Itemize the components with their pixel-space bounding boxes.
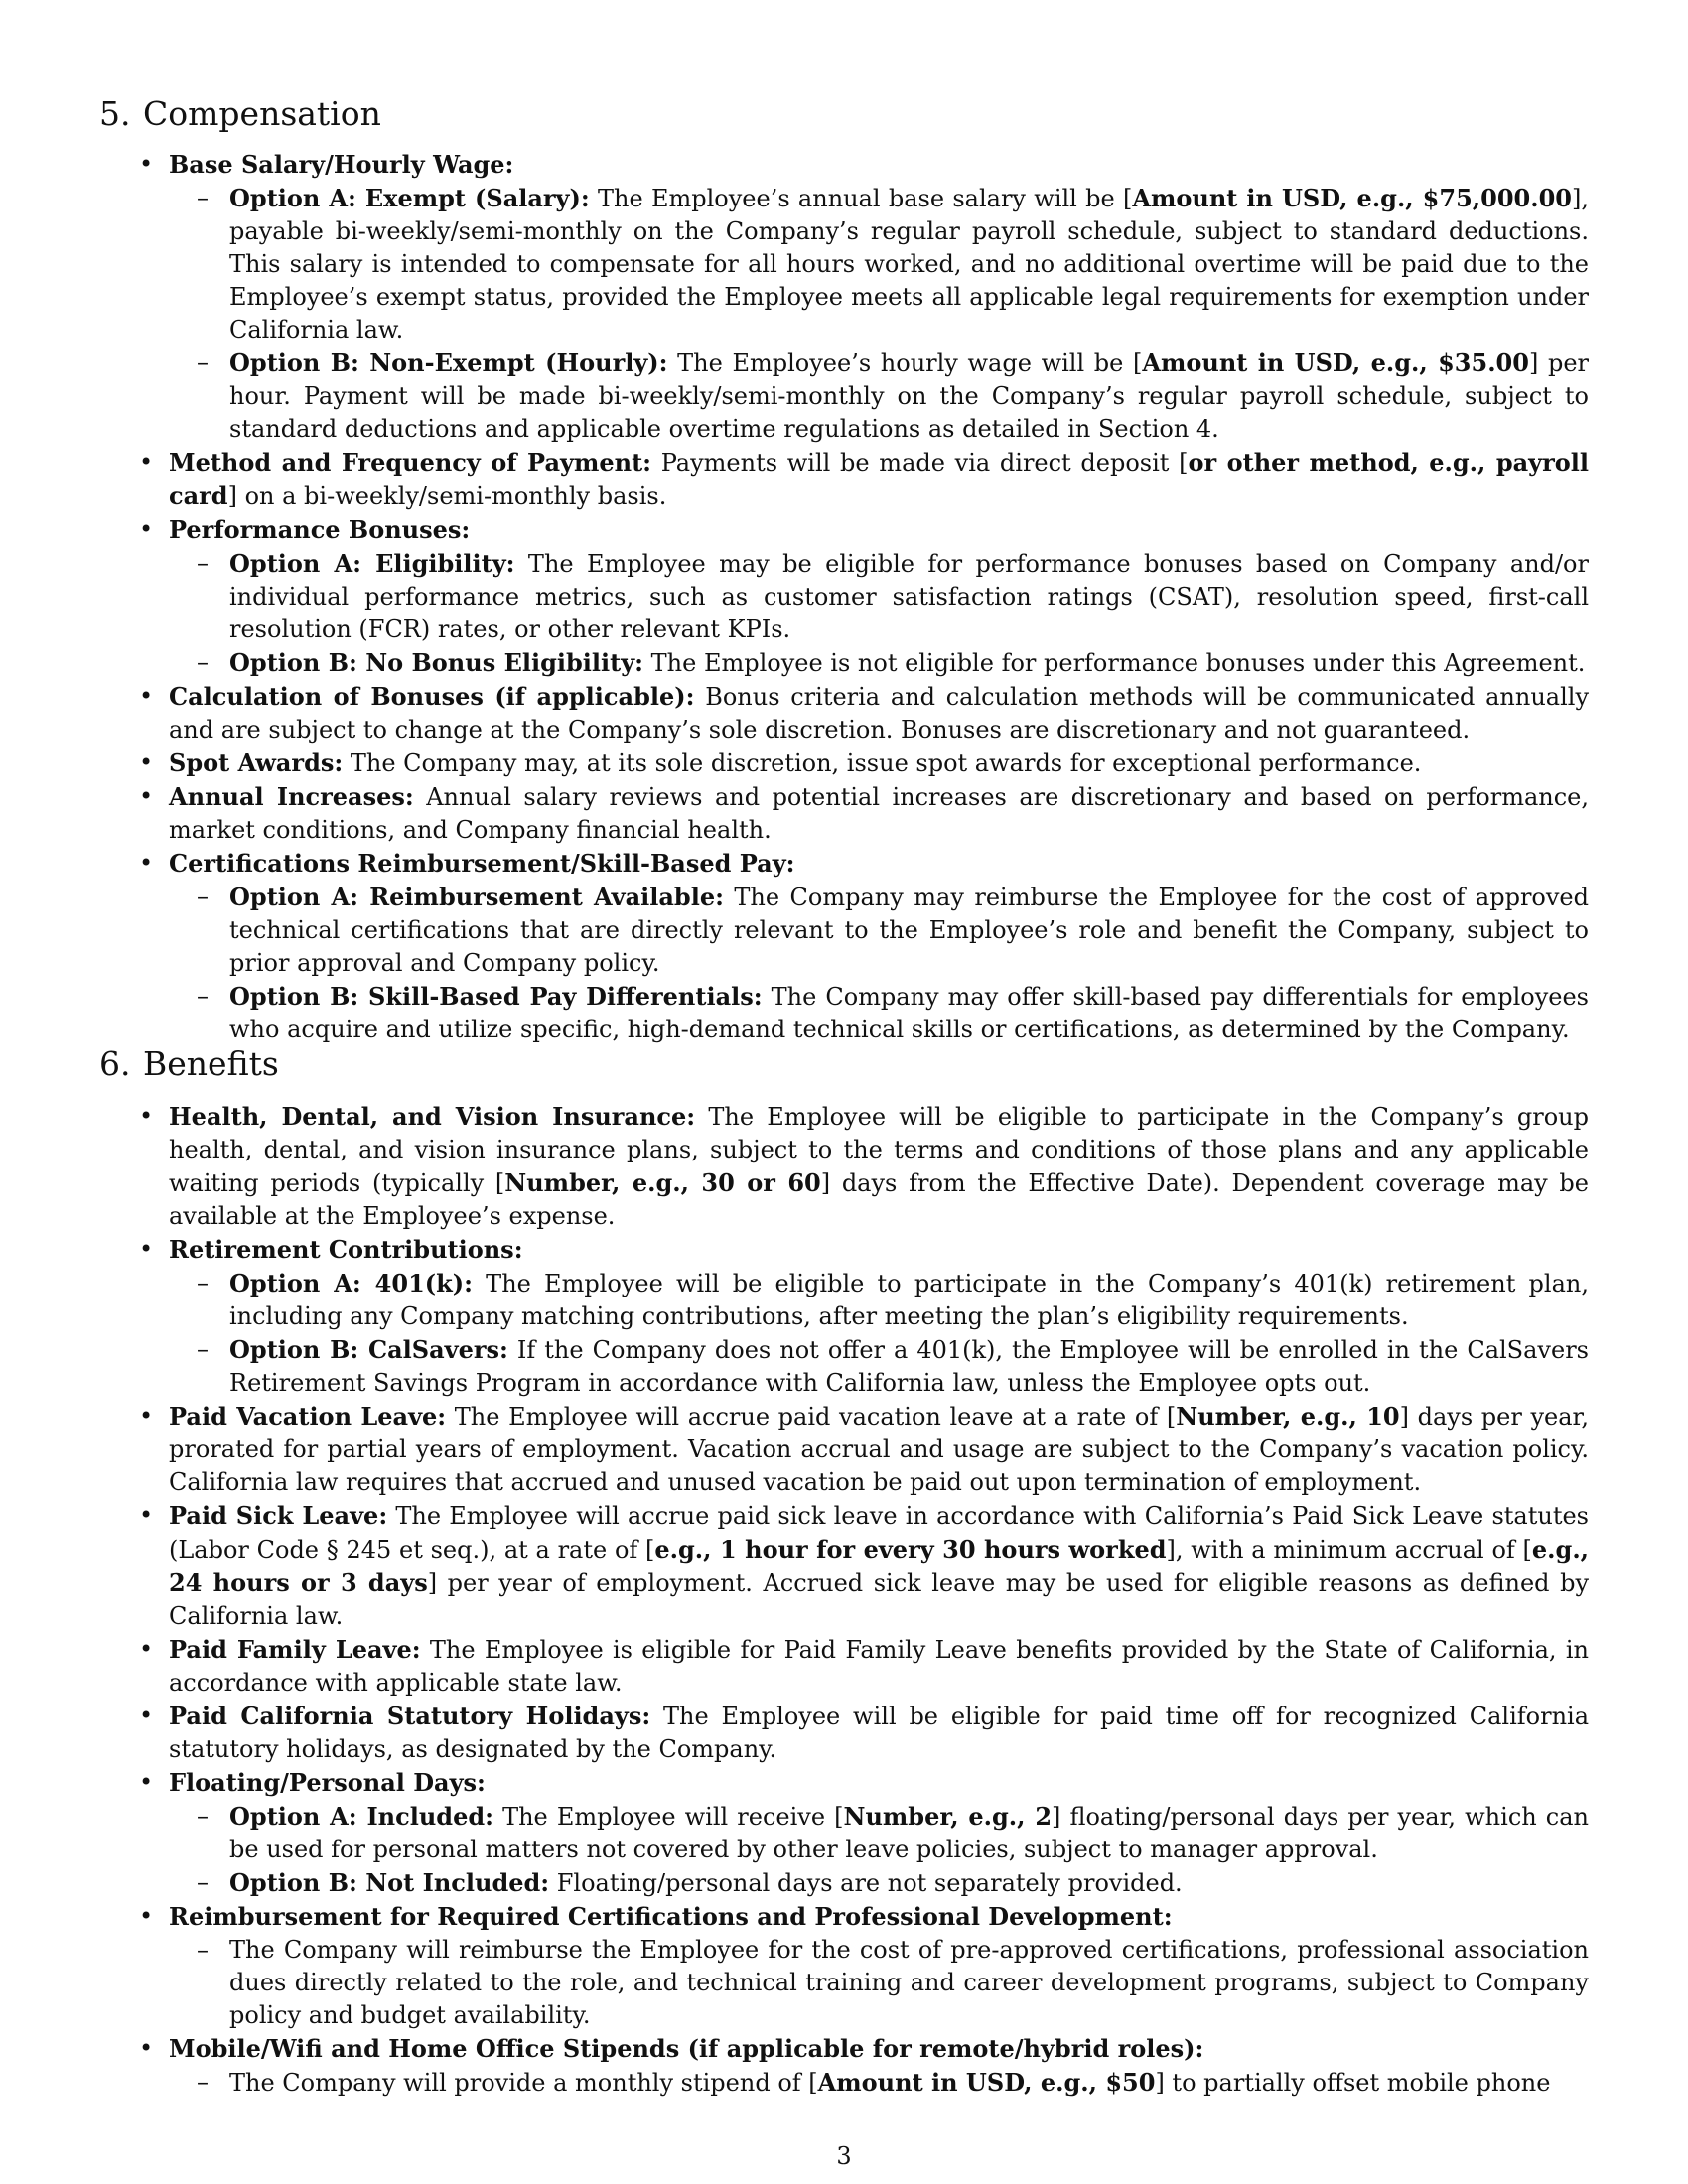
option-text: The Employee may be eligible for performance bonuses based on Company and/or individual performance metrics, such as customer satisfaction ratings (CSAT), resolution speed, first-call resolution (FCR) rates, or other relevant KPIs. [229,550,1589,643]
sub-item-stipend [169,2066,1589,2100]
option-label: Option A: Included: [229,1802,493,1831]
list-item-annual-increases [139,780,1589,847]
list-item-family-leave [139,1633,1589,1700]
sub-item-option-b-not-included [169,1866,1589,1900]
item-label: Base Salary/Hourly Wage: [169,150,514,179]
sub-item-option-a-reimbursement [169,881,1589,980]
option-text: ], payable bi-weekly/semi-monthly on the Company’s regular payroll schedule, subject to standard deductions. This salary is intended to compensate for all hours worked, and no additional overtime will be paid due to the Employee’s exempt status, provided the Employee meets all applicable legal requirements for exemption under California law. [229,185,1589,343]
list-item-sick-leave [139,1499,1589,1633]
compensation-list [139,148,1589,1046]
item-label: Performance Bonuses: [169,515,471,544]
option-text: The Company may reimburse the Employee for the cost of approved technical certifications that are directly relevant to the Employee’s role and benefit the Company, subject to prior approval and Company policy. [229,884,1589,977]
placeholder-field: e.g., 1 hour for every 30 hours worked [654,1535,1167,1564]
option-text: Floating/personal days are not separately provided. [549,1869,1183,1897]
section-6-heading [99,1044,279,1083]
sub-item-option-b-calsavers [169,1333,1589,1400]
item-text: ] per year of employment. Accrued sick leave may be used for eligible reasons as defined by California law. [169,1570,1589,1630]
option-label: Option B: Not Included: [229,1868,550,1897]
sub-list [169,1800,1589,1900]
list-item-retirement [139,1233,1589,1400]
list-item-floating-days [139,1766,1589,1900]
item-text: The Company may, at its sole discretion, issue spot awards for exceptional performance. [343,750,1422,777]
item-label: Retirement Contributions: [169,1235,523,1264]
option-text: The Company will provide a monthly stipend of [ [229,2069,818,2097]
item-label: Paid Vacation Leave: [169,1402,447,1431]
option-text: The Employee’s annual base salary will be [ [589,185,1133,212]
option-text: ] per hour. Payment will be made bi-weekly/semi-monthly on the Company’s regular payroll schedule, subject to standard deductions and applicable overtime regulations as detailed in Section 4. [229,349,1590,443]
item-label: Paid Family Leave: [169,1635,421,1664]
item-label: Mobile/Wifi and Home Office Stipends (if applicable for remote/hybrid roles): [169,2034,1204,2063]
item-text: ] on a bi-weekly/semi-monthly basis. [227,482,667,510]
sub-list [169,547,1589,680]
item-text: The Employee will be eligible for paid time off for recognized California statutory holidays, as designated by the Company. [169,1703,1590,1763]
placeholder-field: Amount in USD, e.g., $75,000.00 [1132,184,1572,212]
page-number: 3 [836,2142,852,2170]
item-text: Payments will be made via direct deposit [ [651,449,1189,477]
item-label: Calculation of Bonuses (if applicable): [169,682,695,711]
option-text: The Employee will be eligible to participate in the Company’s 401(k) retirement plan, including any Company matching contributions, after meeting the plan’s eligibility requirements. [229,1270,1589,1330]
list-item-holidays [139,1700,1589,1766]
section-number: 5. [99,94,131,133]
item-text: The Employee will accrue paid sick leave in accordance with California’s Paid Sick Leave statutes (Labor Code § 245 et seq.), at a rate of [ [169,1502,1590,1564]
placeholder-field: Number, e.g., 30 or 60 [504,1168,821,1197]
placeholder-field: or other method, e.g., payroll card [169,448,1589,510]
item-label: Reimbursement for Required Certifications and Professional Development: [169,1902,1173,1931]
option-label: Option A: Reimbursement Available: [229,883,724,911]
item-text: The Employee will be eligible to participate in the Company’s group health, dental, and vision insurance plans, subject to the terms and conditions of those plans and any applicable waiting periods (typically [ [169,1103,1589,1197]
list-item-professional-development [139,1900,1589,2032]
option-text: ] floating/personal days per year, which can be used for personal matters not covered by other leave policies, subject to manager approval. [229,1803,1589,1863]
section-title: Benefits [143,1044,279,1083]
item-text: The Employee is eligible for Paid Family Leave benefits provided by the State of California, in accordance with applicable state law. [169,1636,1590,1697]
list-item-vacation [139,1400,1589,1499]
option-text: The Employee is not eligible for performance bonuses under this Agreement. [643,649,1586,677]
option-label: Option B: Non-Exempt (Hourly): [229,348,668,377]
option-text: The Company may offer skill-based pay differentials for employees who acquire and utilize specific, high-demand technical skills or certifications, as determined by the Company. [229,983,1589,1043]
option-label: Option B: CalSavers: [229,1335,508,1364]
item-label: Floating/Personal Days: [169,1768,486,1797]
sub-item-option-a-exempt [169,182,1589,346]
sub-list [169,1267,1589,1400]
list-item-certifications [139,847,1589,1046]
item-label: Paid Sick Leave: [169,1501,388,1530]
section-5-heading [99,94,381,133]
option-label: Option B: Skill-Based Pay Differentials: [229,982,763,1011]
item-text: ] days per year, prorated for partial years of employment. Vacation accrual and usage are subject to the Company’s vacation policy. California law requires that accrued and unused vacation be paid out upon termination of employment. [169,1403,1590,1496]
sub-list [169,881,1589,1046]
list-item-bonus-calculation [139,680,1589,747]
option-label: Option A: Exempt (Salary): [229,184,590,212]
list-item-performance-bonuses [139,513,1589,680]
item-text: The Employee will accrue paid vacation leave at a rate of [ [446,1403,1177,1431]
sub-item-option-b-non-exempt [169,346,1589,446]
placeholder-field: Amount in USD, e.g., $50 [817,2068,1156,2097]
sub-item-reimbursement [169,1934,1589,2032]
sub-item-option-a-401k [169,1267,1589,1333]
item-text: ], with a minimum accrual of [ [1166,1536,1532,1564]
list-item-spot-awards [139,747,1589,780]
item-label: Health, Dental, and Vision Insurance: [169,1102,696,1131]
item-label: Method and Frequency of Payment: [169,448,652,477]
section-number: 6. [99,1044,131,1083]
option-text: ] to partially offset mobile phone [1155,2069,1551,2097]
sub-item-option-b-no-bonus [169,646,1589,680]
sub-item-option-a-included [169,1800,1589,1866]
item-label: Certifications Reimbursement/Skill-Based Pay: [169,849,795,878]
option-label: Option B: No Bonus Eligibility: [229,648,644,677]
option-text: The Employee will receive [ [493,1803,844,1831]
sub-item-option-a-eligibility [169,547,1589,646]
benefits-list [139,1100,1589,2100]
sub-list [169,1934,1589,2032]
option-text: The Employee’s hourly wage will be [ [667,349,1143,377]
list-item-payment-method [139,446,1589,513]
list-item-health-insurance [139,1100,1589,1233]
item-text: ] days from the Effective Date). Dependent coverage may be available at the Employee’s expense. [169,1169,1589,1230]
placeholder-field: Number, e.g., 2 [843,1802,1053,1831]
item-label: Spot Awards: [169,749,344,777]
item-label: Annual Increases: [169,782,414,811]
section-title: Compensation [143,94,381,133]
item-label: Paid California Statutory Holidays: [169,1702,651,1730]
sub-list [169,182,1589,446]
item-text: Annual salary reviews and potential increases are discretionary and based on performance, market conditions, and Company financial health. [169,783,1589,844]
placeholder-field: e.g., 24 hours or 3 days [169,1535,1590,1597]
item-text: Bonus criteria and calculation methods will be communicated annually and are subject to change at the Company’s sole discretion. Bonuses are discretionary and not guaranteed. [169,683,1590,744]
option-text: If the Company does not offer a 401(k), the Employee will be enrolled in the CalSavers Retirement Savings Program in accordance with California law, unless the Employee opts out. [229,1336,1589,1397]
placeholder-field: Amount in USD, e.g., $35.00 [1142,348,1529,377]
option-label: Option A: 401(k): [229,1269,473,1297]
list-item-base-salary [139,148,1589,446]
placeholder-field: Number, e.g., 10 [1176,1402,1400,1431]
option-text: The Company will reimburse the Employee for the cost of pre-approved certifications, professional association dues directly related to the role, and technical training and career development programs, subject to Company policy and budget availability. [229,1936,1589,2029]
sub-list [169,2066,1589,2100]
list-item-stipends [139,2032,1589,2100]
option-label: Option A: Eligibility: [229,549,515,578]
sub-item-option-b-skill-pay [169,980,1589,1046]
